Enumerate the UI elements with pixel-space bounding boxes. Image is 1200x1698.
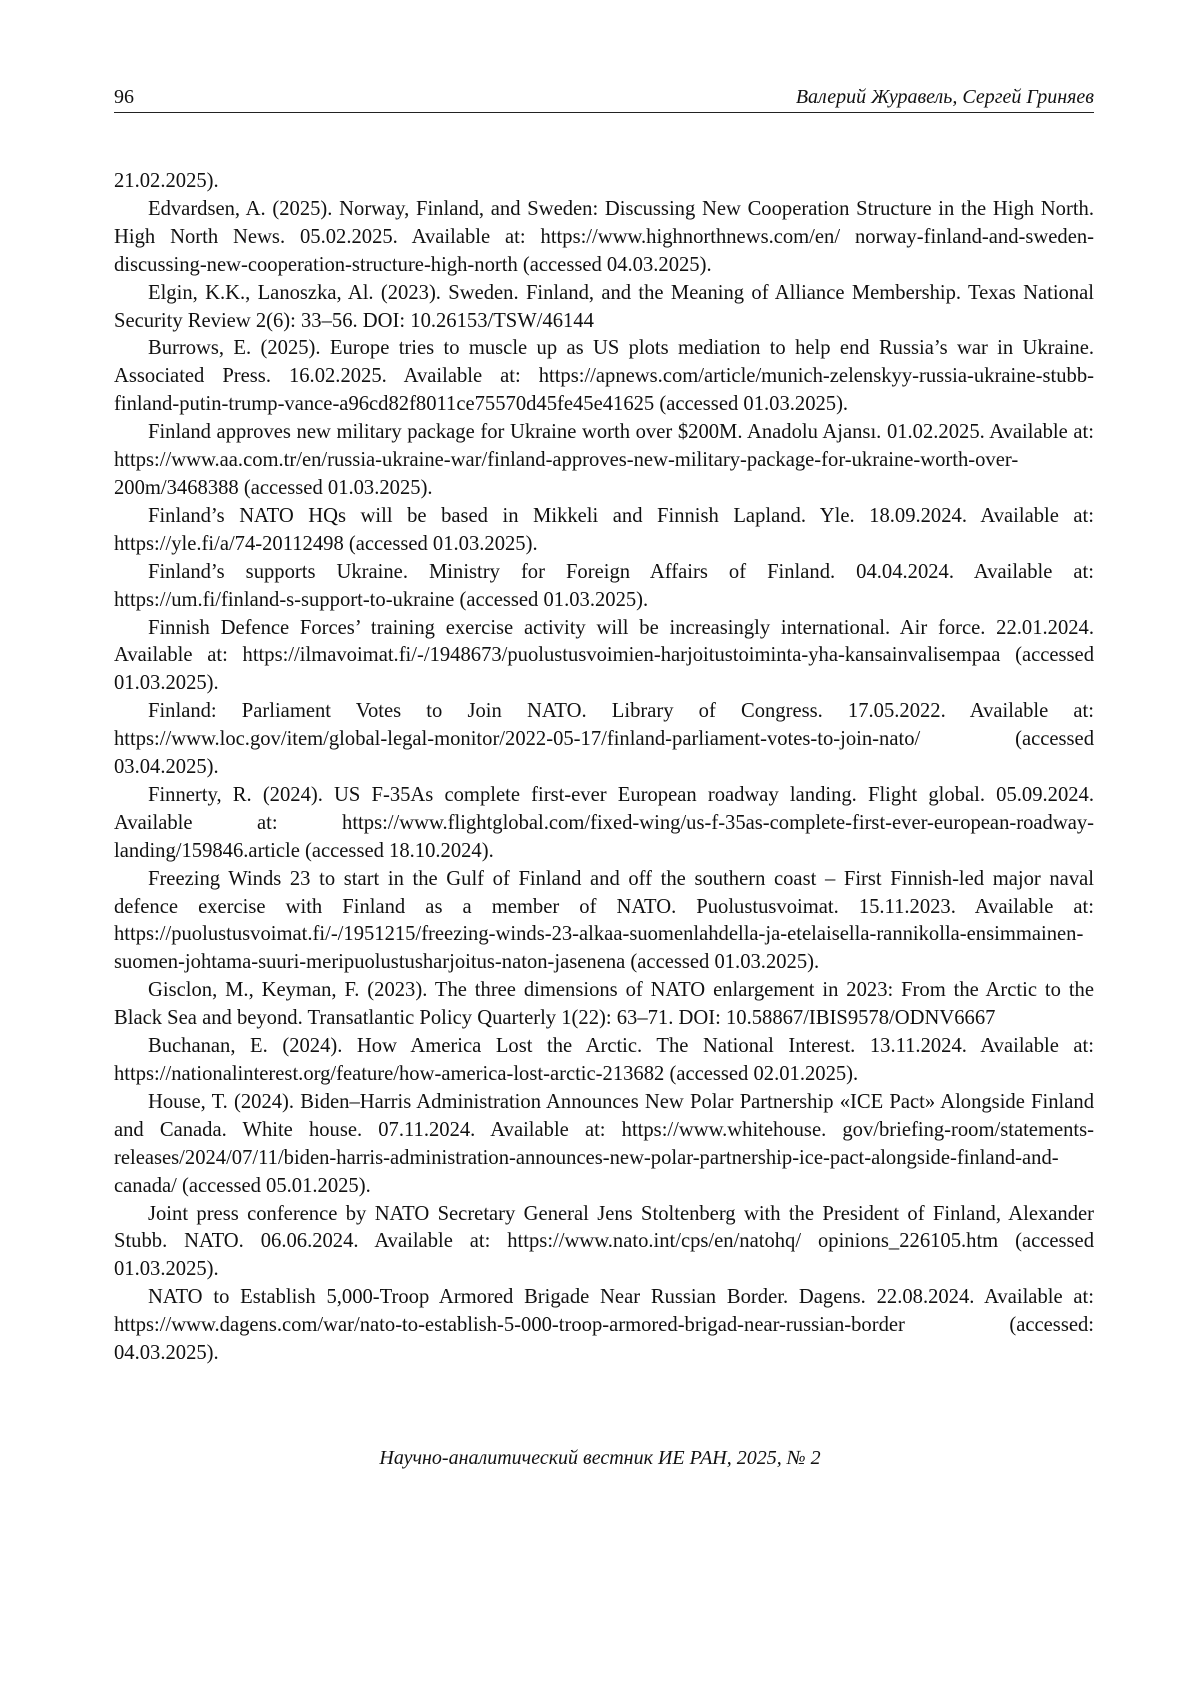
reference-continuation: 21.02.2025). [114,170,219,192]
reference-entry: Finland approves new military package for Ukraine worth over $200M. Anadolu Ajansı. 01.02.2025. Available at: https://www.aa.com.tr/en/russia-ukraine-war/finland-approves-new-military-package-for-ukraine-worth-over-200m/3468388 (accessed 01.03.2025). [114,421,1094,499]
reference-entry: Finnish Defence Forces’ training exercise activity will be increasingly international. Air force. 22.01.2024. Available at: https://ilmavoimat.fi/-/1948673/puolustusvoimien-harjoitustoiminta-yha-kansainvalisempaa (accessed 01.03.2025). [114,616,1094,695]
page-header [114,84,1094,113]
reference-entry: Finland: Parliament Votes to Join NATO. Library of Congress. 17.05.2022. Available at: https://www.loc.gov/item/global-legal-monitor/2022-05-17/finland-parliament-votes-to-join-nato/ (accessed 03.04.2025). [114,700,1094,779]
reference-entry: Burrows, E. (2025). Europe tries to muscle up as US plots mediation to help end Russia’s war in Ukraine. Associated Press. 16.02.2025. Available at: https://apnews.com/article/munich-zelenskyy-russia-ukraine-stubb-finland-putin-trump-vance-a96cd82f8011ce75570d45fe45e41625 (accessed 01.03.2025). [114,337,1094,416]
reference-entry: Finland’s supports Ukraine. Ministry for Foreign Affairs of Finland. 04.04.2024. Available at: https://um.fi/finland-s-support-to-ukraine (accessed 01.03.2025). [114,560,1094,611]
reference-entry: House, T. (2024). Biden–Harris Administration Announces New Polar Partnership «ICE Pact» Alongside Finland and Canada. White house. 07.11.2024. Available at: https://www.whitehouse. gov/briefing-room/statements-releases/2024/07/11/biden-harris-administration-announces-new-polar-partnership-ice-pact-alongside-finland-and-canada/ (accessed 05.01.2025). [114,1090,1094,1197]
running-head-authors: Валерий Журавель, Сергей Гриняев [795,86,1094,108]
reference-entry: Gisclon, M., Keyman, F. (2023). The three dimensions of NATO enlargement in 2023: From the Arctic to the Black Sea and beyond. Transatlantic Policy Quarterly 1(22): 63–71. DOI: 10.58867/IBIS9578/ODNV6667 [114,979,1094,1030]
reference-entry: Freezing Winds 23 to start in the Gulf of Finland and off the southern coast – First Finnish-led major naval defence exercise with Finland as a member of NATO. Puolustusvoimat. 15.11.2023. Available at: https://puolustusvoimat.fi/-/1951215/freezing-winds-23-alkaa-suomenlahdella-ja-etelaisella-rannikolla-ensimmainen-suomen-johtama-suuri-meripuolustusharjoitus-naton-jasenena (accessed 01.03.2025). [114,867,1094,974]
page-number: 96 [114,86,134,108]
reference-entry: Joint press conference by NATO Secretary General Jens Stoltenberg with the President of Finland, Alexander Stubb. NATO. 06.06.2024. Available at: https://www.nato.int/cps/en/natohq/ opinions_226105.htm (accessed 01.03.2025). [114,1202,1094,1281]
reference-entry: Finnerty, R. (2024). US F-35As complete first-ever European roadway landing. Flight global. 05.09.2024. Available at: https://www.flightglobal.com/fixed-wing/us-f-35as-complete-first-ever-european-roadway-landing/159846.article (accessed 18.10.2024). [114,783,1094,862]
reference-list [114,168,1094,1368]
reference-entry: Finland’s NATO HQs will be based in Mikkeli and Finnish Lapland. Yle. 18.09.2024. Available at: https://yle.fi/a/74-20112498 (accessed 01.03.2025). [114,504,1094,555]
reference-entry: Edvardsen, A. (2025). Norway, Finland, and Sweden: Discussing New Cooperation Structure in the High North. High North News. 05.02.2025. Available at: https://www.highnorthnews.com/en/ norway-finland-and-sweden-discussing-new-cooperation-structure-high-north (accessed 04.03.2025). [114,197,1094,276]
reference-entry: Elgin, K.K., Lanoszka, Al. (2023). Sweden. Finland, and the Meaning of Alliance Membership. Texas National Security Review 2(6): 33–56. DOI: 10.26153/TSW/46144 [114,281,1094,332]
reference-entry: Buchanan, E. (2024). How America Lost the Arctic. The National Interest. 13.11.2024. Available at: https://nationalinterest.org/feature/how-america-lost-arctic-213682 (accessed 02.01.2025). [114,1035,1094,1085]
journal-footer: Научно-аналитический вестник ИЕ РАН, 2025, № 2 [379,1447,821,1469]
reference-entry: NATO to Establish 5,000-Troop Armored Brigade Near Russian Border. Dagens. 22.08.2024. Available at: https://www.dagens.com/war/nato-to-establish-5-000-troop-armored-brigad-near-russian-border (accessed: 04.03.2025). [114,1286,1094,1365]
